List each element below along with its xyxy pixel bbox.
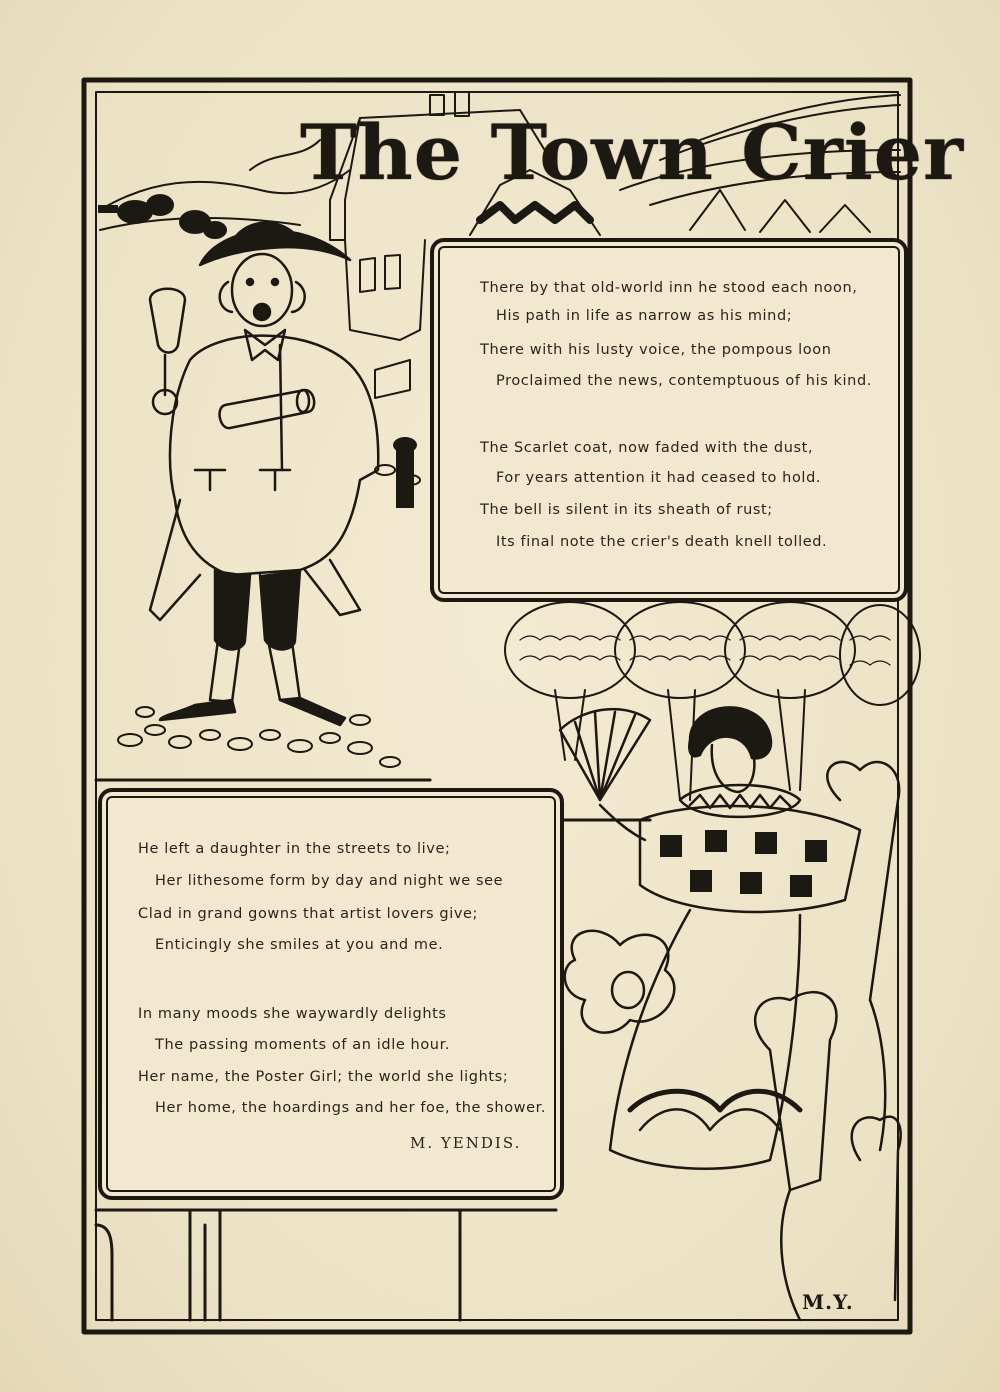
verse-line: The Scarlet coat, now faded with the dust, [480,440,814,456]
topiary-trees [505,602,920,800]
verse-line: The bell is silent in its sheath of rust; [480,502,773,518]
street-post [393,437,417,508]
verse-line: There with his lusty voice, the pompous loon [480,342,832,358]
verse-line: Her home, the hoardings and her foe, the shower. [155,1100,547,1116]
verse-line: Clad in grand gowns that artist lovers give; [138,906,479,922]
verse-line: Enticingly she smiles at you and me. [155,937,444,953]
verse-line: His path in life as narrow as his mind; [496,308,793,324]
verse-line: He left a daughter in the streets to live; [138,841,451,857]
poppy-flowers [565,762,901,1320]
verse-line: Her lithesome form by day and night we see [155,873,504,889]
author-signature: M. YENDIS. [410,1134,522,1152]
verse-line: In many moods she waywardly delights [138,1006,447,1022]
verse-line: For years attention it had ceased to hold. [496,470,822,486]
verse-line: Its final note the crier's death knell tolled. [496,534,828,550]
verse-line: The passing moments of an idle hour. [155,1037,451,1053]
town-crier-figure [150,223,378,725]
verse-line: Her name, the Poster Girl; the world she lights; [138,1069,509,1085]
poster-girl-figure [560,707,860,1168]
page-title: The Town Crier [300,108,965,197]
verse-line: There by that old-world inn he stood each noon, [480,280,858,296]
verse-line: Proclaimed the news, contemptuous of his kind. [496,373,872,389]
artist-monogram: M.Y. [802,1290,854,1314]
